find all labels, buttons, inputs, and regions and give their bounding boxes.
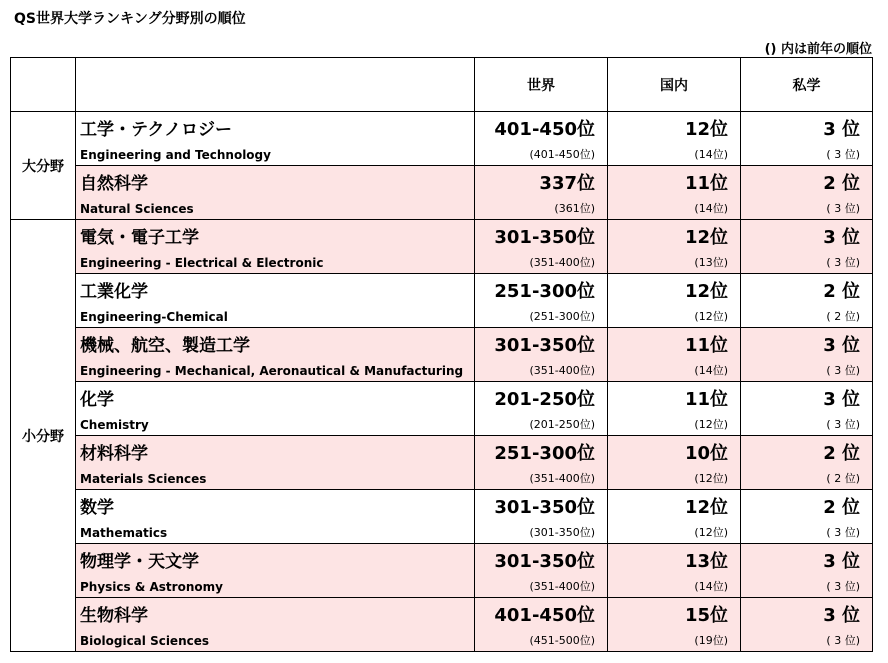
table-row	[11, 166, 873, 220]
rank-private-prev: ( 2 位)	[826, 472, 860, 485]
subject-jp: 電気・電子工学	[80, 228, 199, 248]
rank-world: 301-350位	[494, 497, 595, 518]
rank-domestic-prev: (14位)	[694, 580, 728, 593]
rank-world: 301-350位	[494, 227, 595, 248]
subject-cell	[76, 544, 475, 598]
rank-world-prev: (401-450位)	[529, 148, 595, 161]
rank-private-cell	[741, 274, 873, 328]
rank-world-cell	[475, 382, 608, 436]
subject-en: Physics & Astronomy	[80, 580, 223, 594]
rank-world-cell	[475, 328, 608, 382]
rank-world: 251-300位	[494, 443, 595, 464]
rank-world-prev: (351-400位)	[529, 580, 595, 593]
rank-domestic: 12位	[684, 227, 728, 248]
table-row	[11, 490, 873, 544]
rank-domestic-prev: (12位)	[694, 418, 728, 431]
group-minor: 小分野	[11, 220, 76, 652]
rank-private: 3 位	[823, 119, 860, 140]
subject-en: Materials Sciences	[80, 472, 207, 486]
rank-private-cell	[741, 112, 873, 166]
rank-world-cell	[475, 166, 608, 220]
subject-jp: 生物科学	[80, 606, 148, 626]
rank-world-cell	[475, 436, 608, 490]
subject-en: Chemistry	[80, 418, 149, 432]
subject-cell	[76, 220, 475, 274]
ranking-table	[10, 57, 873, 652]
rank-domestic: 11位	[684, 389, 728, 410]
rank-domestic-prev: (14位)	[694, 148, 728, 161]
subject-cell	[76, 436, 475, 490]
previous-year-note: () 内は前年の順位	[764, 42, 872, 57]
rank-private-cell	[741, 598, 873, 652]
subject-en: Engineering and Technology	[80, 148, 271, 162]
rank-domestic: 15位	[684, 605, 728, 626]
rank-private-prev: ( 3 位)	[826, 256, 860, 269]
rank-world-prev: (301-350位)	[529, 526, 595, 539]
rank-private: 3 位	[823, 227, 860, 248]
rank-domestic-prev: (13位)	[694, 256, 728, 269]
rank-world: 201-250位	[494, 389, 595, 410]
table-row	[11, 112, 873, 166]
rank-domestic-cell	[608, 274, 741, 328]
subject-cell	[76, 112, 475, 166]
rank-world-prev: (351-400位)	[529, 472, 595, 485]
rank-private-cell	[741, 544, 873, 598]
rank-domestic-cell	[608, 382, 741, 436]
rank-private: 3 位	[823, 551, 860, 572]
subject-cell	[76, 382, 475, 436]
rank-private: 2 位	[823, 497, 860, 518]
rank-private-cell	[741, 166, 873, 220]
rank-domestic-cell	[608, 598, 741, 652]
subject-jp: 物理学・天文学	[80, 552, 199, 572]
subject-en: Engineering - Mechanical, Aeronautical & Manufacturing	[80, 364, 464, 378]
table-row	[11, 274, 873, 328]
rank-private-prev: ( 3 位)	[826, 364, 860, 377]
rank-world-cell	[475, 274, 608, 328]
rank-domestic-cell	[608, 328, 741, 382]
rank-private-prev: ( 3 位)	[826, 526, 860, 539]
subject-jp: 材料科学	[80, 444, 148, 464]
rank-world-cell	[475, 112, 608, 166]
header-world: 世界	[475, 58, 608, 112]
rank-domestic-prev: (14位)	[694, 364, 728, 377]
rank-world-prev: (361位)	[554, 202, 595, 215]
rank-private: 2 位	[823, 173, 860, 194]
subject-cell	[76, 598, 475, 652]
subject-en: Engineering-Chemical	[80, 310, 228, 324]
rank-domestic: 12位	[684, 281, 728, 302]
rank-domestic-cell	[608, 436, 741, 490]
rank-world-prev: (351-400位)	[529, 364, 595, 377]
table-row	[11, 544, 873, 598]
rank-domestic-prev: (12位)	[694, 310, 728, 323]
subject-cell	[76, 490, 475, 544]
subject-en: Natural Sciences	[80, 202, 194, 216]
rank-world-cell	[475, 598, 608, 652]
rank-world-prev: (251-300位)	[529, 310, 595, 323]
header-empty-subject	[76, 58, 475, 112]
rank-private-prev: ( 3 位)	[826, 148, 860, 161]
rank-domestic-prev: (12位)	[694, 526, 728, 539]
rank-private-prev: ( 3 位)	[826, 634, 860, 647]
rank-world-cell	[475, 544, 608, 598]
rank-world-cell	[475, 220, 608, 274]
subject-jp: 数学	[80, 498, 114, 518]
rank-private: 3 位	[823, 389, 860, 410]
rank-world: 401-450位	[494, 119, 595, 140]
header-empty-group	[11, 58, 76, 112]
subject-en: Biological Sciences	[80, 634, 210, 648]
rank-domestic-prev: (14位)	[694, 202, 728, 215]
rank-private-prev: ( 3 位)	[826, 418, 860, 431]
table-row	[11, 382, 873, 436]
rank-private-prev: ( 3 位)	[826, 202, 860, 215]
header-private: 私学	[741, 58, 873, 112]
subject-cell	[76, 166, 475, 220]
subject-cell	[76, 328, 475, 382]
rank-private: 2 位	[823, 281, 860, 302]
rank-private: 2 位	[823, 443, 860, 464]
table-row	[11, 328, 873, 382]
header-domestic: 国内	[608, 58, 741, 112]
rank-world: 301-350位	[494, 335, 595, 356]
rank-world-prev: (351-400位)	[529, 256, 595, 269]
rank-domestic: 12位	[684, 497, 728, 518]
rank-private-cell	[741, 220, 873, 274]
rank-private-cell	[741, 436, 873, 490]
subject-jp: 化学	[80, 390, 114, 410]
rank-world-prev: (201-250位)	[529, 418, 595, 431]
rank-domestic-cell	[608, 544, 741, 598]
subject-en: Mathematics	[80, 526, 168, 540]
rank-domestic: 13位	[684, 551, 728, 572]
rank-domestic-prev: (12位)	[694, 472, 728, 485]
rank-world: 401-450位	[494, 605, 595, 626]
subject-jp: 工業化学	[80, 282, 148, 302]
rank-domestic-cell	[608, 166, 741, 220]
rank-world: 251-300位	[494, 281, 595, 302]
rank-private: 3 位	[823, 605, 860, 626]
rank-world-cell	[475, 490, 608, 544]
subject-en: Engineering - Electrical & Electronic	[80, 256, 324, 270]
header-row	[11, 58, 873, 112]
rank-domestic: 11位	[684, 173, 728, 194]
rank-domestic-cell	[608, 220, 741, 274]
page-title: QS世界大学ランキング分野別の順位	[14, 11, 246, 27]
table-row	[11, 598, 873, 652]
rank-domestic-prev: (19位)	[694, 634, 728, 647]
rank-world: 301-350位	[494, 551, 595, 572]
rank-private-cell	[741, 382, 873, 436]
rank-domestic-cell	[608, 490, 741, 544]
rank-private-cell	[741, 328, 873, 382]
table-row	[11, 220, 873, 274]
rank-private-prev: ( 3 位)	[826, 580, 860, 593]
subject-jp: 機械、航空、製造工学	[80, 336, 250, 356]
rank-private: 3 位	[823, 335, 860, 356]
rank-private-prev: ( 2 位)	[826, 310, 860, 323]
subject-jp: 自然科学	[80, 174, 148, 194]
group-major: 大分野	[11, 112, 76, 220]
rank-world: 337位	[539, 173, 595, 194]
subject-jp: 工学・テクノロジー	[80, 120, 232, 140]
subject-cell	[76, 274, 475, 328]
table-row	[11, 436, 873, 490]
rank-world-prev: (451-500位)	[529, 634, 595, 647]
rank-domestic-cell	[608, 112, 741, 166]
rank-domestic: 12位	[684, 119, 728, 140]
rank-private-cell	[741, 490, 873, 544]
rank-domestic: 10位	[684, 443, 728, 464]
rank-domestic: 11位	[684, 335, 728, 356]
